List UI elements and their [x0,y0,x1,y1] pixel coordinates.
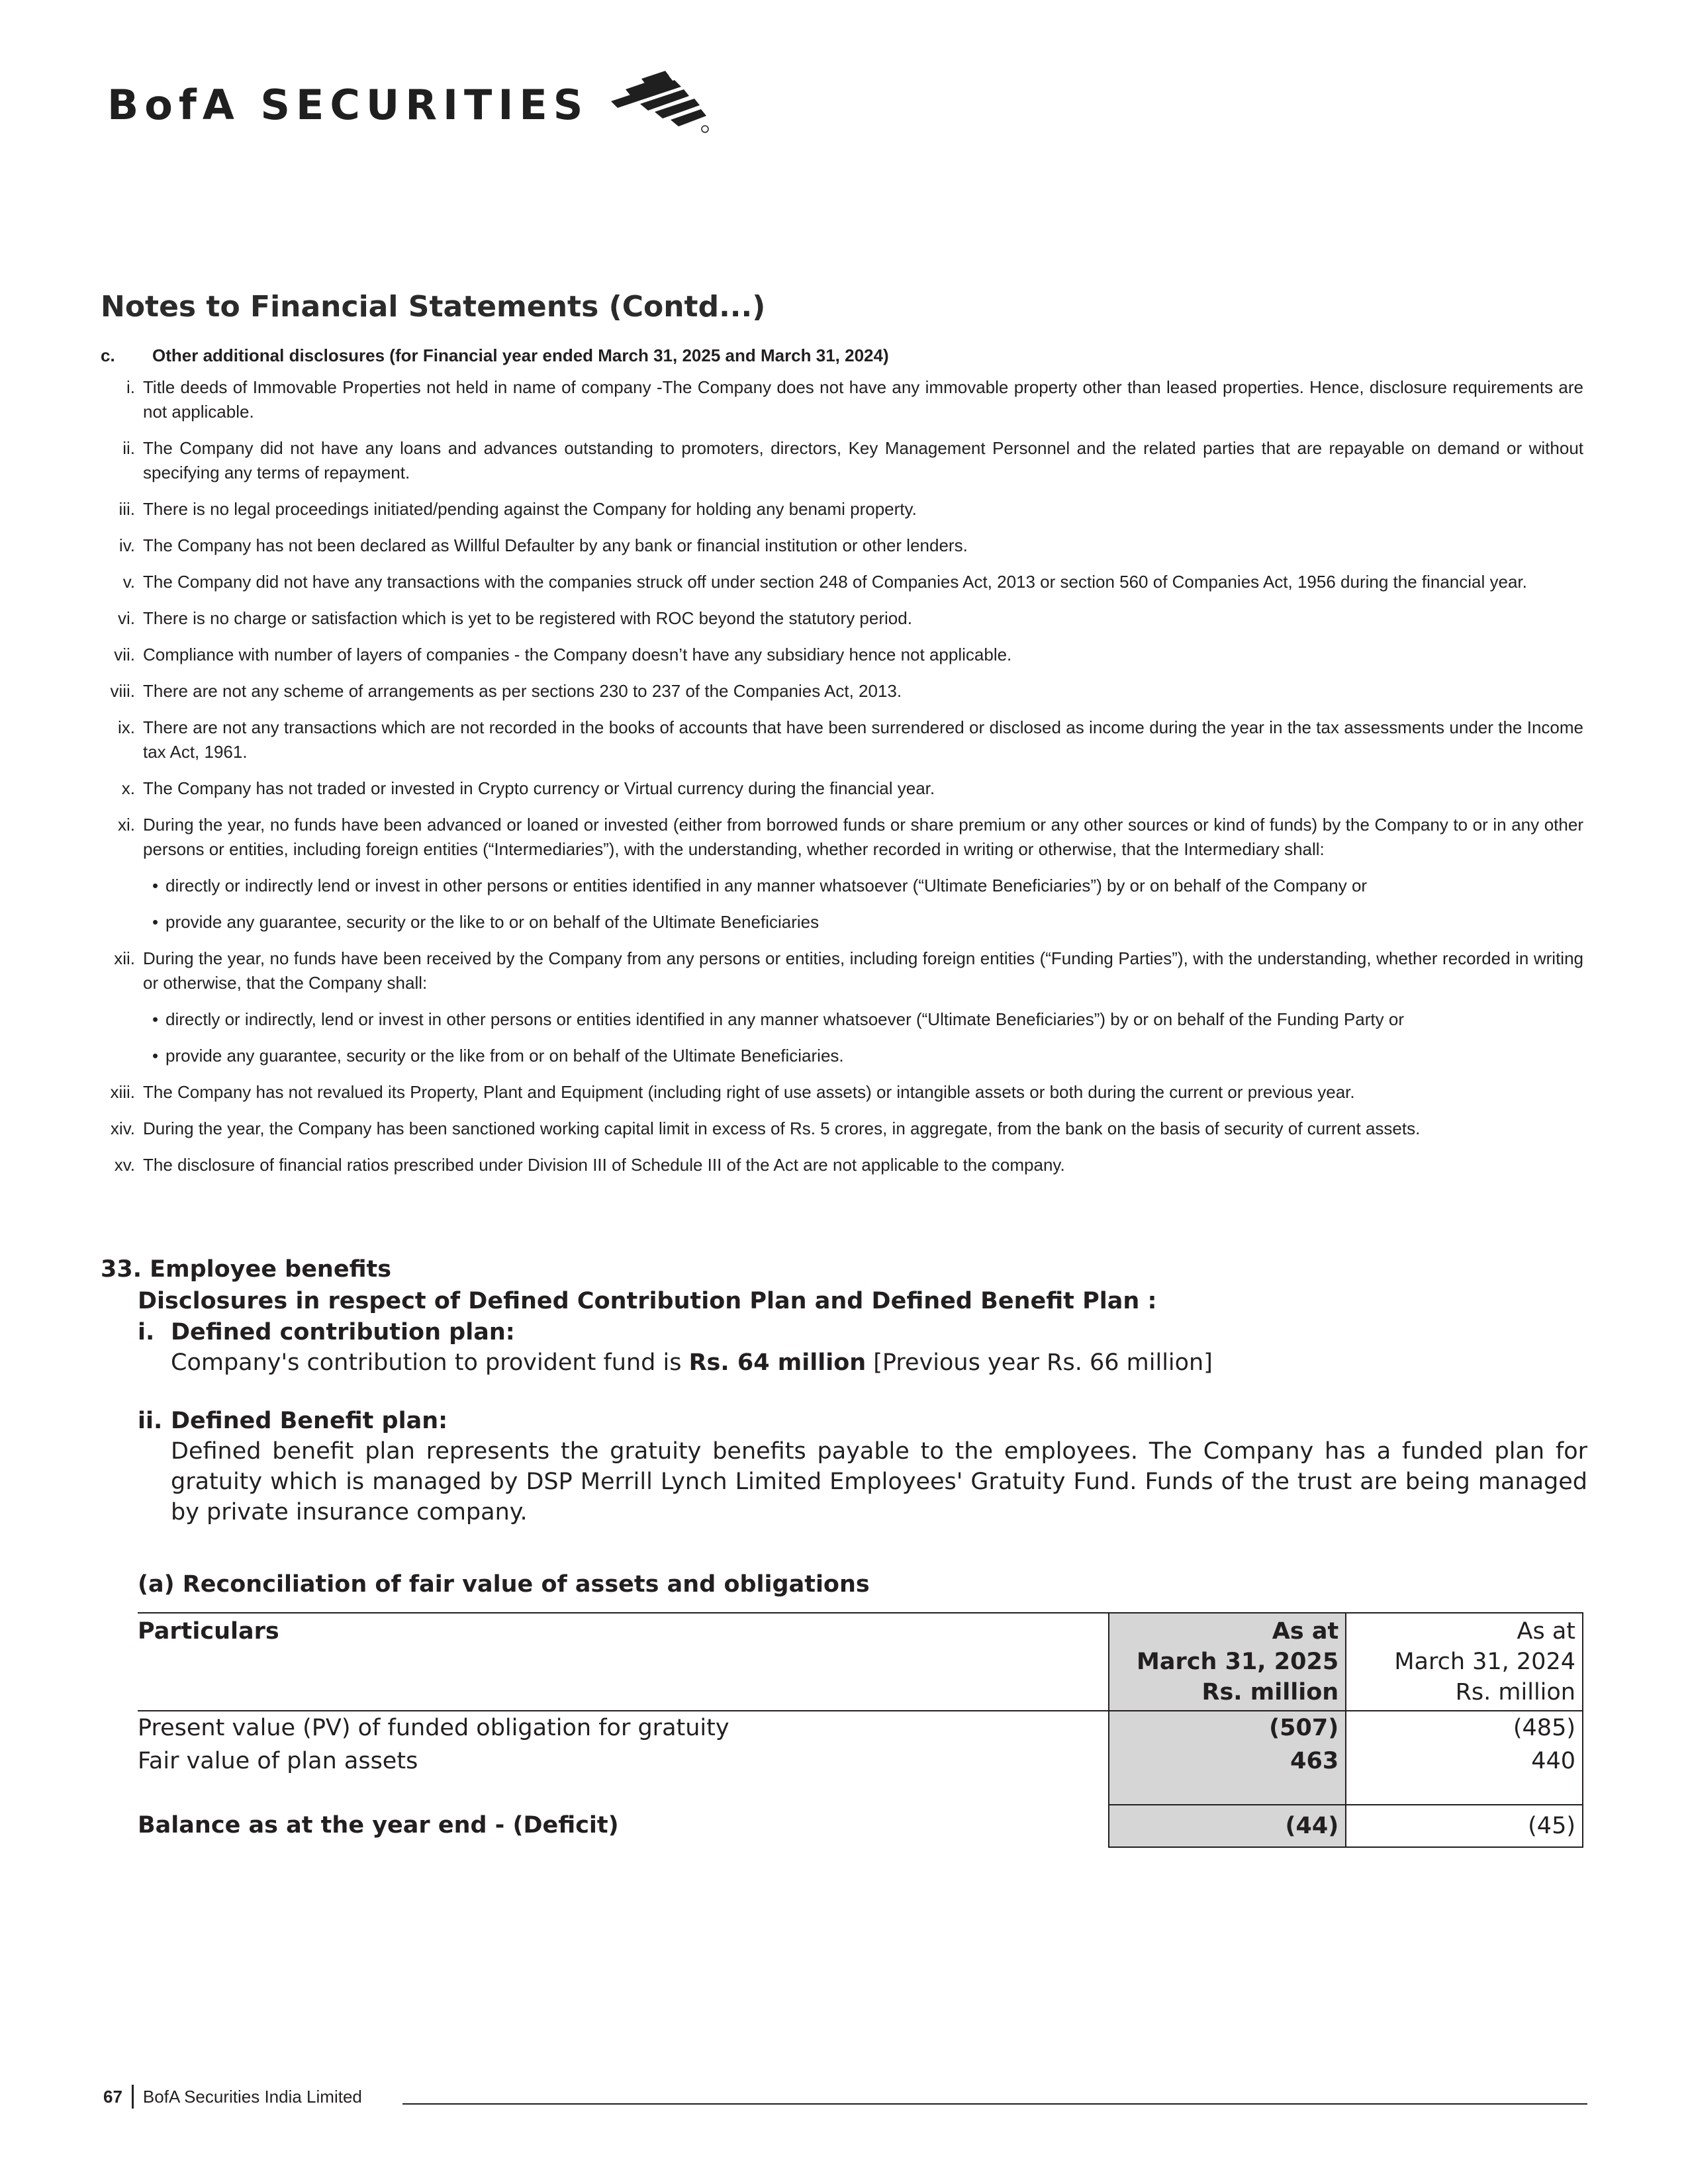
bullet-item [152,1007,1583,1032]
footer-separator [132,2085,134,2109]
section-c-heading [101,345,1583,366]
page-footer [103,2085,362,2109]
disclosure-item [101,776,1583,801]
disclosure-item [101,436,1583,485]
sub-title: Defined contribution plan: [171,1319,515,1345]
item-number: ii. [122,438,135,458]
disclosure-item [101,375,1583,424]
disclosure-item [101,715,1583,764]
page-number: 67 [103,2086,122,2107]
item-number: i. [126,377,135,397]
section-33-subheading: Disclosures in respect of Defined Contribution Plan and Defined Benefit Plan : [138,1288,1157,1314]
item-text: The Company did not have any transactions with the companies struck off under section 248 of Companies Act, 2013 or section 560 of Companies Act, 1956 during the financial year. [143,572,1527,592]
dc-amount: Rs. 64 million [688,1349,867,1376]
section-33-heading: 33. Employee benefits [101,1256,392,1283]
spacer-cell [1346,1778,1583,1805]
item-number: xi. [118,815,135,835]
item-number: xii. [114,948,135,968]
item-number: v. [122,572,135,592]
disclosure-item [101,497,1583,522]
reconciliation-table [138,1612,1583,1848]
flag-stripes-logo-icon [602,71,714,134]
bullet-icon: • [152,876,159,895]
header-line: As at [1272,1618,1339,1645]
item-number: vi. [118,608,135,628]
total-value-2024: (45) [1346,1805,1583,1847]
row-label: Fair value of plan assets [138,1748,418,1774]
page-title: Notes to Financial Statements (Contd...) [101,290,766,324]
item-number: x. [121,778,135,798]
table-header-row [138,1613,1583,1711]
bullet-icon: • [152,1009,159,1029]
disclosure-item [101,1153,1583,1177]
dc-text-post: [Previous year Rs. 66 million] [866,1349,1213,1376]
table-total-row [138,1805,1583,1847]
item-number: xv. [114,1155,135,1175]
item-number: iv. [118,535,135,555]
item-number: ix. [118,717,135,737]
header-line: As at [1517,1618,1575,1645]
table-row [138,1745,1583,1778]
footer-rule [402,2103,1587,2105]
item-number: xiii. [110,1082,135,1102]
item-text: During the year, no funds have been received by the Company from any persons or entities, including foreign entities (“Funding Parties”), with the understanding, whether recorded in writing or otherwise, that the Company shall: [143,948,1583,993]
disclosure-item [101,606,1583,631]
total-label: Balance as at the year end - (Deficit) [138,1812,619,1839]
section-employee-benefits [101,1253,1587,1527]
logo-text: BofA SECURITIES [107,80,589,129]
defined-contribution-heading [138,1317,1583,1347]
row-value-2025: 463 [1109,1745,1346,1778]
section-other-disclosures [101,345,1583,1189]
defined-benefit-heading [138,1406,1583,1436]
disclosure-item [101,570,1583,594]
item-text: During the year, no funds have been advanced or loaned or invested (either from borrowed funds or share premium or any other sources or kind of funds) by the Company to or in any other persons or entities, including foreign entities (“Intermediaries”), with the understanding, whether recorded in writing or otherwise, that the Intermediary shall: [143,815,1583,859]
disclosure-item [101,679,1583,704]
bullet-text: directly or indirectly, lend or invest in other persons or entities identified in any manner whatsoever (“Ultimate Beneficiaries”) by or on behalf of the Funding Party or [165,1009,1404,1029]
item-text: There are not any scheme of arrangements as per sections 230 to 237 of the Companies Act, 2013. [143,681,902,701]
spacer-cell [138,1778,1109,1805]
item-text: There is no charge or satisfaction which is yet to be registered with ROC beyond the statutory period. [143,608,912,628]
disclosure-item [101,533,1583,558]
footer-company: BofA Securities India Limited [142,2086,362,2107]
row-label: Present value (PV) of funded obligation for gratuity [138,1715,729,1741]
header-2024 [1346,1613,1583,1711]
table-title: (a) Reconciliation of fair value of assets and obligations [138,1571,870,1598]
header-2025 [1109,1613,1346,1711]
bullet-text: provide any guarantee, security or the like to or on behalf of the Ultimate Beneficiaries [165,912,820,932]
item-number: vii. [114,645,135,664]
bofa-logo [107,71,714,138]
row-value-2024: (485) [1346,1711,1583,1745]
header-particulars: Particulars [138,1613,1109,1711]
header-line: March 31, 2025 [1137,1649,1339,1675]
header-line: March 31, 2024 [1394,1649,1575,1675]
disclosure-item [101,1116,1583,1141]
item-text: The Company has not been declared as Willful Defaulter by any bank or financial institution or other lenders. [143,535,968,555]
item-text: During the year, the Company has been sanctioned working capital limit in excess of Rs. 5 crores, in aggregate, from the bank on the basis of security of current assets. [143,1118,1421,1138]
bullet-icon: • [152,1046,159,1066]
row-value-2024: 440 [1346,1745,1583,1778]
disclosure-item [101,946,1583,995]
disclosure-item [101,1080,1583,1105]
bullet-item [152,1044,1583,1068]
item-text: The Company has not revalued its Property, Plant and Equipment (including right of use assets) or intangible assets or both during the current or previous year. [143,1082,1355,1102]
defined-contribution-text [171,1347,1587,1378]
bullet-item [152,910,1583,934]
disclosure-item [101,813,1583,862]
item-text: Title deeds of Immovable Properties not held in name of company -The Company does not have any immovable property other than leased properties. Hence, disclosure requirements are not applicable. [143,377,1583,422]
item-text: Compliance with number of layers of companies - the Company doesn’t have any subsidiary hence not applicable. [143,645,1012,664]
row-value-2025: (507) [1109,1711,1346,1745]
total-value-2025: (44) [1109,1805,1346,1847]
spacer-cell [1109,1778,1346,1805]
section-c-title: Other additional disclosures (for Financial year ended March 31, 2025 and March 31, 2024) [152,345,889,365]
defined-benefit-text: Defined benefit plan represents the gratuity benefits payable to the employees. The Company has a funded plan for gratuity which is managed by DSP Merrill Lynch Limited Employees' Gratuity Fund. Funds of the trust are being managed by private insurance company. [171,1438,1587,1525]
header-line: Rs. million [1455,1679,1575,1706]
bullet-text: provide any guarantee, security or the like from or on behalf of the Ultimate Beneficiaries. [165,1046,844,1066]
roman-numeral: i. [138,1319,155,1345]
item-text: There are not any transactions which are not recorded in the books of accounts that have been surrendered or disclosed as income during the year in the tax assessments under the Income tax Act, 1961. [143,717,1583,762]
bullet-icon: • [152,912,159,932]
item-number: xiv. [110,1118,135,1138]
bullet-item [152,874,1583,898]
item-text: The Company did not have any loans and advances outstanding to promoters, directors, Key Management Personnel and the related parties that are repayable on demand or without specifying any terms of repayment. [143,438,1583,482]
item-text: The disclosure of financial ratios prescribed under Division III of Schedule III of the Act are not applicable to the company. [143,1155,1065,1175]
item-number: iii. [118,499,135,519]
header-line: Rs. million [1201,1679,1339,1706]
table-spacer-row [138,1778,1583,1805]
item-text: There is no legal proceedings initiated/pending against the Company for holding any benami property. [143,499,917,519]
dc-text-pre: Company's contribution to provident fund is [171,1349,689,1376]
table-row [138,1711,1583,1745]
bullet-text: directly or indirectly lend or invest in other persons or entities identified in any manner whatsoever (“Ultimate Beneficiaries”) by or on behalf of the Company or [165,876,1368,895]
item-number: viii. [110,681,135,701]
item-text: The Company has not traded or invested in Crypto currency or Virtual currency during the financial year. [143,778,935,798]
sub-title: Defined Benefit plan: [171,1408,448,1434]
section-c-label: c. [101,345,115,365]
disclosure-item [101,643,1583,667]
roman-numeral: ii. [138,1408,163,1434]
